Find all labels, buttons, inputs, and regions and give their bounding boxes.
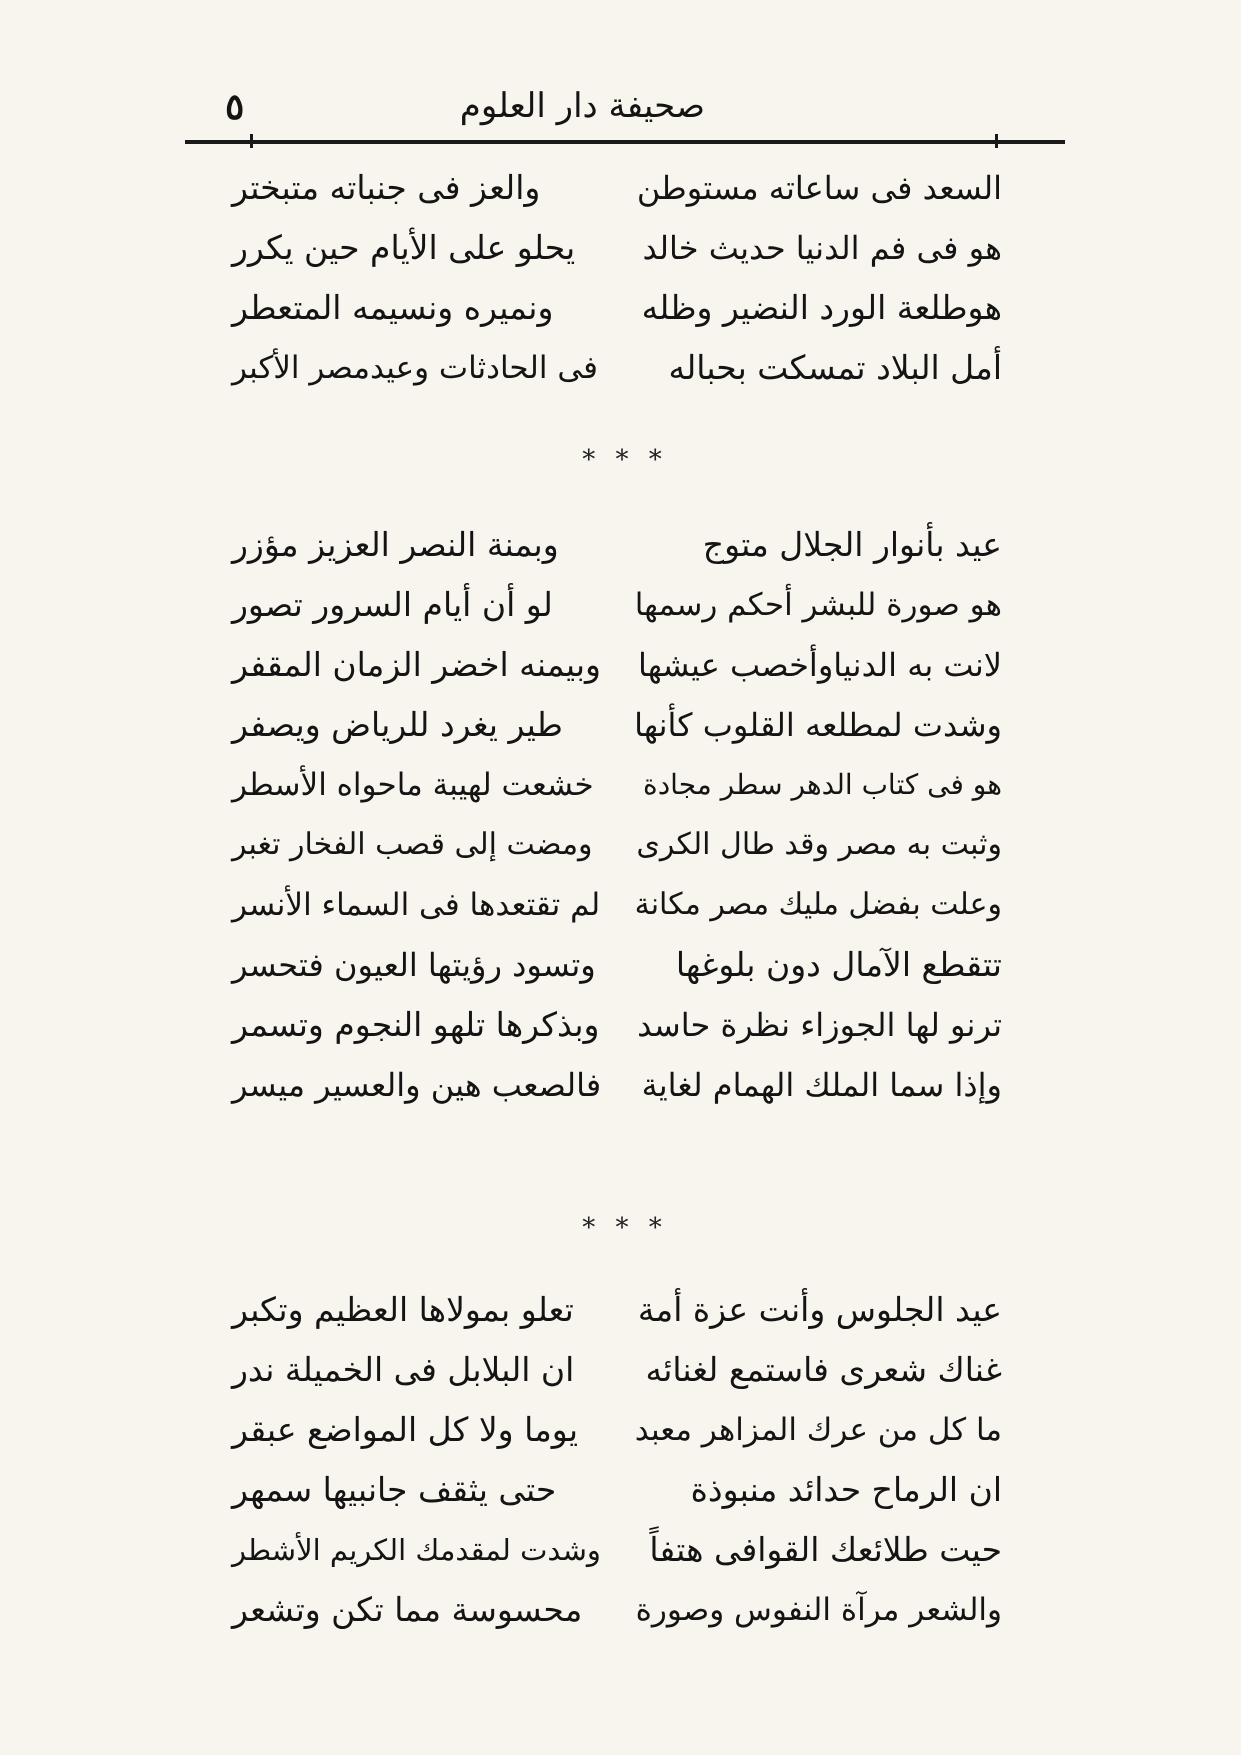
hemistich-first: هو فى كتاب الدهر سطر مجادة (643, 768, 1002, 801)
hemistich-second: طير يغرد للرياض ويصفر (232, 705, 563, 744)
stanza-3 (232, 1280, 1002, 1640)
verse-line (232, 635, 1002, 695)
hemistich-first: هو صورة للبشر أحكم رسمها (634, 587, 1002, 623)
header-rule (185, 140, 1065, 144)
hemistich-second: ونميره ونسيمه المتعطر (232, 288, 554, 327)
verse-line (232, 1520, 1002, 1580)
hemistich-second: يحلو على الأيام حين يكرر (232, 228, 576, 267)
hemistich-second: وشدت لمقدمك الكريم الأشطر (232, 1533, 601, 1567)
hemistich-second: محسوسة مما تكن وتشعر (232, 1590, 583, 1629)
hemistich-first: هو فى فم الدنيا حديث خالد (642, 229, 1002, 267)
stanza-separator: * * * (582, 445, 668, 475)
verse-line (232, 1580, 1002, 1640)
page-number: ٥ (225, 86, 245, 128)
hemistich-second: والعز فى جنباته متبختر (232, 168, 541, 207)
verse-line (232, 875, 1002, 935)
hemistich-second: حتى يثقف جانبيها سمهر (232, 1470, 557, 1509)
verse-line (232, 755, 1002, 815)
header-rule-ornament-right (995, 134, 998, 148)
verse-line (232, 158, 1002, 218)
hemistich-second: وبذكرها تلهو النجوم وتسمر (232, 1005, 600, 1044)
page-header (185, 78, 1065, 138)
hemistich-second: لو أن أيام السرور تصور (232, 585, 553, 624)
running-title: صحيفة دار العلوم (459, 86, 705, 126)
hemistich-first: أمل البلاد تمسكت بحباله (668, 348, 1002, 387)
hemistich-first: غناك شعرى فاستمع لغنائه (645, 1350, 1002, 1389)
hemistich-first: وثبت به مصر وقد طال الكرى (636, 827, 1002, 862)
verse-line (232, 695, 1002, 755)
hemistich-second: ومضت إلى قصب الفخار تغبر (232, 827, 593, 862)
verse-line (232, 278, 1002, 338)
hemistich-second: وبمنة النصر العزيز مؤزر (232, 525, 559, 564)
hemistich-first: لانت به الدنياوأخصب عيشها (638, 646, 1002, 684)
verse-line (232, 815, 1002, 875)
hemistich-second: ان البلابل فى الخميلة ندر (232, 1350, 575, 1389)
verse-line (232, 575, 1002, 635)
hemistich-first: وشدت لمطلعه القلوب كأنها (634, 706, 1002, 744)
hemistich-first: عيد الجلوس وأنت عزة أمة (637, 1290, 1002, 1329)
hemistich-first: حيت طلائعك القوافى هتفاً (649, 1530, 1002, 1569)
hemistich-second: وتسود رؤيتها العيون فتحسر (232, 946, 596, 984)
stanza-1 (232, 158, 1002, 398)
hemistich-second: وبيمنه اخضر الزمان المقفر (232, 645, 601, 684)
verse-line (232, 1055, 1002, 1115)
hemistich-first: تتقطع الآمال دون بلوغها (675, 945, 1002, 984)
hemistich-first: السعد فى ساعاته مستوطن (636, 169, 1002, 207)
hemistich-first: عيد بأنوار الجلال متوج (702, 525, 1002, 564)
hemistich-second: يوما ولا كل المواضع عبقر (232, 1410, 579, 1449)
hemistich-first: ما كل من عرك المزاهر معبد (634, 1412, 1002, 1448)
hemistich-second: لم تقتعدها فى السماء الأنسر (232, 887, 601, 923)
verse-line (232, 1280, 1002, 1340)
hemistich-first: وإذا سما الملك الهمام لغاية (641, 1066, 1002, 1104)
hemistich-first: ان الرماح حدائد منبوذة (690, 1470, 1002, 1509)
verse-line (232, 1460, 1002, 1520)
verse-line (232, 935, 1002, 995)
verse-line (232, 1400, 1002, 1460)
verse-line (232, 218, 1002, 278)
hemistich-second: فى الحادثات وعيدمصر الأكبر (232, 350, 598, 386)
stanza-separator: * * * (582, 1213, 668, 1243)
hemistich-first: والشعر مرآة النفوس وصورة (635, 1592, 1002, 1628)
hemistich-second: خشعت لهيبة ماحواه الأسطر (232, 767, 594, 803)
verse-line (232, 515, 1002, 575)
verse-line (232, 338, 1002, 398)
hemistich-first: وعلت بفضل مليك مصر مكانة (634, 887, 1002, 922)
verse-line (232, 995, 1002, 1055)
hemistich-first: ترنو لها الجوزاء نظرة حاسد (637, 1006, 1002, 1044)
hemistich-second: تعلو بمولاها العظيم وتكبر (232, 1290, 574, 1329)
hemistich-second: فالصعب هين والعسير ميسر (232, 1066, 602, 1104)
stanza-2 (232, 515, 1002, 1115)
hemistich-first: هوطلعة الورد النضير وظله (641, 288, 1002, 327)
verse-line (232, 1340, 1002, 1400)
header-rule-ornament-left (250, 134, 253, 148)
